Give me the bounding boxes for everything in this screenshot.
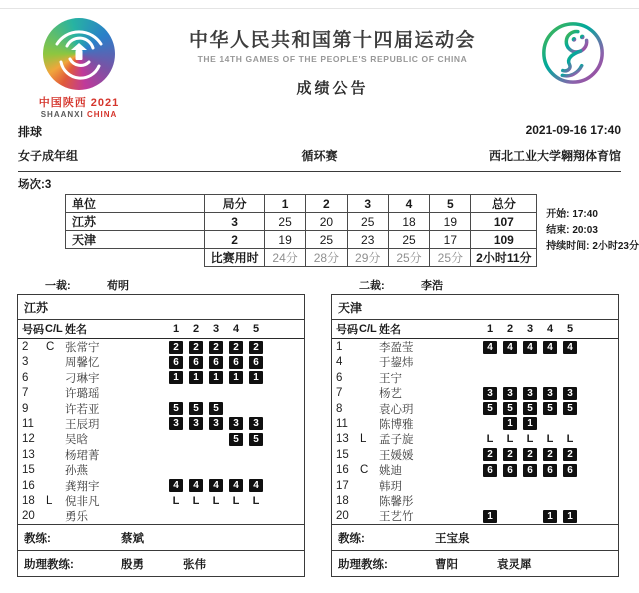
player-name: 陈博雅	[379, 418, 414, 431]
sport-label: 排球	[18, 125, 43, 139]
player-cl: L	[360, 433, 367, 446]
position-cell: L	[252, 494, 260, 507]
start-time: 开始: 17:40	[546, 209, 598, 220]
bulletin-header	[0, 0, 639, 119]
position-cell: 1	[483, 510, 497, 523]
player-name: 倪非凡	[65, 495, 100, 508]
position-cell: 4	[229, 479, 243, 492]
set-duration: 24分	[264, 249, 305, 267]
player-number: 8	[336, 402, 343, 415]
player-row	[18, 462, 304, 477]
player-row	[18, 339, 304, 354]
set-duration: 25分	[430, 249, 471, 267]
set-duration: 25分	[388, 249, 429, 267]
position-cell: 1	[229, 371, 243, 384]
coach-row	[18, 524, 304, 550]
venue-label: 西北工业大学翱翔体育馆	[488, 149, 621, 163]
coach-name: 王宝泉	[435, 532, 470, 545]
position-cell: L	[232, 494, 240, 507]
group-label: 女子成年组	[18, 149, 79, 163]
roster-team-name: 江苏	[18, 295, 304, 320]
second-referee	[331, 277, 619, 293]
second-referee-label: 二裁:	[359, 280, 385, 292]
end-time: 结束: 20:03	[546, 225, 598, 236]
assistant-label: 助理教练:	[338, 558, 388, 571]
duration-label: 比赛用时	[205, 249, 265, 267]
player-row	[18, 401, 304, 416]
set-score: 25	[306, 231, 347, 249]
col-number-header: 号码	[22, 324, 44, 336]
col-set4-header: 4	[232, 323, 240, 335]
position-cell: 2	[249, 341, 263, 354]
referees-row	[0, 277, 639, 293]
col-set1-header: 1	[172, 323, 180, 335]
position-cell: 5	[189, 402, 203, 415]
header-total: 总分	[471, 195, 537, 213]
position-cell: 3	[523, 387, 537, 400]
page-top-divider	[0, 8, 639, 9]
position-cell: 6	[563, 464, 577, 477]
position-cell: 1	[563, 510, 577, 523]
player-name: 许若亚	[65, 403, 100, 416]
player-row	[332, 508, 618, 523]
position-cell: 4	[209, 479, 223, 492]
coach-label: 教练:	[338, 532, 365, 545]
player-name: 于鋆炜	[379, 357, 414, 370]
set-score: 25	[264, 213, 305, 231]
match-number-label: 场次:3	[18, 179, 52, 191]
team-name: 江苏	[66, 213, 205, 231]
position-cell: 6	[209, 356, 223, 369]
player-number: 13	[336, 433, 349, 446]
col-set2-header: 2	[506, 323, 514, 335]
header-unit: 单位	[66, 195, 205, 213]
assistant-name: 曹阳	[435, 558, 458, 571]
position-cell: 4	[483, 341, 497, 354]
player-name: 周馨忆	[65, 357, 100, 370]
player-row	[18, 508, 304, 523]
player-name: 孙燕	[65, 465, 88, 478]
score-section	[65, 194, 639, 267]
position-cell: 6	[249, 356, 263, 369]
score-row-jiangsu	[66, 213, 537, 231]
header-set-3: 3	[347, 195, 388, 213]
player-number: 20	[22, 510, 35, 523]
assistant-name: 袁灵犀	[497, 558, 532, 571]
player-number: 17	[336, 479, 349, 492]
meta-row-event	[0, 147, 639, 164]
position-cell: 1	[169, 371, 183, 384]
player-number: 16	[336, 464, 349, 477]
col-name-header: 姓名	[65, 324, 87, 336]
position-cell: 5	[523, 402, 537, 415]
position-cell: 5	[169, 402, 183, 415]
player-number: 2	[22, 341, 29, 353]
position-cell: 1	[249, 371, 263, 384]
col-number-header: 号码	[336, 324, 358, 336]
position-cell: 3	[229, 417, 243, 430]
set-score: 19	[264, 231, 305, 249]
stage-label: 循环赛	[301, 149, 338, 163]
total-duration: 2小时11分	[471, 249, 537, 267]
position-cell: 2	[563, 448, 577, 461]
assistant-coach-row	[332, 550, 618, 576]
player-name: 王宁	[379, 372, 402, 385]
score-table	[65, 194, 537, 267]
empty-cell	[66, 249, 205, 267]
position-cell: 4	[503, 341, 517, 354]
player-row	[332, 370, 618, 385]
position-cell: 4	[249, 479, 263, 492]
position-cell: 6	[229, 356, 243, 369]
player-row	[332, 462, 618, 477]
set-score: 20	[306, 213, 347, 231]
position-cell: L	[546, 433, 554, 446]
position-cell: 6	[503, 464, 517, 477]
player-cl: L	[46, 494, 53, 507]
team-name: 天津	[66, 231, 205, 249]
col-set3-header: 3	[526, 323, 534, 335]
first-referee	[17, 277, 305, 293]
player-number: 7	[336, 387, 343, 400]
player-row	[332, 354, 618, 369]
position-cell: 2	[523, 448, 537, 461]
assistant-name: 殷勇	[121, 558, 144, 571]
roster-jiangsu	[17, 294, 305, 577]
emblem-china-label: CHINA	[86, 110, 118, 119]
position-cell: 5	[483, 402, 497, 415]
position-cell: 5	[209, 402, 223, 415]
assistant-label: 助理教练:	[24, 558, 74, 571]
header-set-4: 4	[388, 195, 429, 213]
player-number: 1	[336, 341, 343, 353]
rosters-section	[0, 294, 639, 577]
col-set4-header: 4	[546, 323, 554, 335]
set-score: 18	[388, 213, 429, 231]
player-name: 杨珺菁	[65, 449, 100, 462]
player-row	[332, 385, 618, 400]
position-cell: 6	[483, 464, 497, 477]
player-cl: C	[46, 341, 55, 353]
position-cell: 3	[563, 387, 577, 400]
set-score: 19	[430, 213, 471, 231]
position-cell: L	[566, 433, 574, 446]
players-list	[332, 339, 618, 524]
volleyball-pictogram-icon	[525, 16, 621, 88]
col-cl-header: C/L	[45, 323, 63, 335]
games-title-cn: 中华人民共和国第十四届运动会	[188, 30, 476, 51]
header-titles	[140, 16, 525, 98]
player-number: 15	[22, 464, 35, 477]
player-name: 袁心玥	[379, 403, 414, 416]
position-cell: 6	[189, 356, 203, 369]
games-emblem-icon	[43, 18, 115, 90]
set-score: 17	[430, 231, 471, 249]
sets-won: 3	[205, 213, 265, 231]
header-set-5: 5	[430, 195, 471, 213]
coach-name: 蔡斌	[121, 532, 144, 545]
player-number: 12	[22, 433, 35, 446]
player-row	[18, 493, 304, 508]
sets-won: 2	[205, 231, 265, 249]
player-row	[18, 478, 304, 493]
datetime-label: 2021-09-16 17:40	[525, 123, 621, 137]
position-cell: 2	[483, 448, 497, 461]
score-row-tianjin	[66, 231, 537, 249]
position-cell: 6	[169, 356, 183, 369]
position-cell: 4	[189, 479, 203, 492]
header-setscore: 局分	[205, 195, 265, 213]
position-cell: L	[506, 433, 514, 446]
player-row	[332, 493, 618, 508]
player-row	[332, 401, 618, 416]
player-number: 3	[22, 356, 29, 369]
position-cell: 1	[189, 371, 203, 384]
col-set5-header: 5	[566, 323, 574, 335]
player-number: 18	[336, 494, 349, 507]
player-row	[332, 478, 618, 493]
col-name-header: 姓名	[379, 324, 401, 336]
player-cl: C	[360, 464, 369, 477]
position-cell: 2	[543, 448, 557, 461]
set-duration: 29分	[347, 249, 388, 267]
position-cell: 5	[543, 402, 557, 415]
set-score: 25	[388, 231, 429, 249]
player-number: 6	[336, 371, 343, 384]
player-name: 张常宁	[65, 342, 100, 354]
position-cell: L	[486, 433, 494, 446]
position-cell: 2	[189, 341, 203, 354]
position-cell: 4	[523, 341, 537, 354]
player-row	[332, 339, 618, 354]
roster-team-name: 天津	[332, 295, 618, 320]
player-name: 王艺竹	[379, 511, 414, 524]
player-number: 9	[22, 402, 29, 415]
player-name: 杨艺	[379, 388, 402, 401]
player-number: 15	[336, 448, 349, 461]
player-name: 许璐瑶	[65, 388, 100, 401]
position-cell: 2	[169, 341, 183, 354]
player-name: 李盈莹	[379, 342, 414, 354]
player-name: 陈馨彤	[379, 495, 414, 508]
position-cell: 3	[483, 387, 497, 400]
player-name: 姚迪	[379, 465, 402, 478]
player-name: 韩玥	[379, 480, 402, 493]
player-number: 13	[22, 448, 35, 461]
player-row	[18, 354, 304, 369]
position-cell: 3	[189, 417, 203, 430]
position-cell: L	[212, 494, 220, 507]
col-set5-header: 5	[252, 323, 260, 335]
time-info-block	[546, 194, 639, 255]
player-name: 龚翔宇	[65, 480, 100, 493]
total-points: 109	[471, 231, 537, 249]
position-cell: 1	[503, 417, 517, 430]
coach-label: 教练:	[24, 532, 51, 545]
player-name: 王媛媛	[379, 449, 414, 462]
player-row	[18, 416, 304, 431]
position-cell: L	[192, 494, 200, 507]
player-number: 16	[22, 479, 35, 492]
player-row	[18, 370, 304, 385]
player-name: 吴晗	[65, 434, 88, 447]
header-set-1: 1	[264, 195, 305, 213]
coach-row	[332, 524, 618, 550]
assistant-coach-row	[18, 550, 304, 576]
set-score: 25	[347, 213, 388, 231]
duration-row	[66, 249, 537, 267]
roster-tianjin	[331, 294, 619, 577]
position-cell: 1	[543, 510, 557, 523]
emblem-shaanxi-label: SHAANXI	[40, 110, 84, 119]
bulletin-title: 成绩公告	[296, 80, 369, 97]
player-number: 6	[22, 371, 29, 384]
second-referee-name: 李浩	[421, 280, 443, 292]
roster-header-row	[18, 320, 304, 339]
position-cell: 1	[209, 371, 223, 384]
position-cell: 5	[229, 433, 243, 446]
player-name: 王辰玥	[65, 418, 100, 431]
player-row	[332, 416, 618, 431]
position-cell: 6	[523, 464, 537, 477]
set-duration: 28分	[306, 249, 347, 267]
position-cell: 4	[563, 341, 577, 354]
position-cell: 4	[543, 341, 557, 354]
meta-row-sport	[0, 123, 639, 140]
roster-header-row	[332, 320, 618, 339]
player-number: 11	[22, 417, 34, 430]
player-number: 11	[336, 417, 348, 430]
position-cell: 3	[503, 387, 517, 400]
position-cell: 3	[169, 417, 183, 430]
position-cell: 5	[249, 433, 263, 446]
player-number: 7	[22, 387, 29, 400]
position-cell: 2	[209, 341, 223, 354]
position-cell: 1	[523, 417, 537, 430]
set-score: 23	[347, 231, 388, 249]
first-referee-label: 一裁:	[45, 280, 71, 292]
player-number: 4	[336, 356, 343, 369]
position-cell: 3	[249, 417, 263, 430]
position-cell: 3	[209, 417, 223, 430]
position-cell: 5	[563, 402, 577, 415]
player-row	[18, 385, 304, 400]
position-cell: 4	[169, 479, 183, 492]
player-name: 勇乐	[65, 511, 88, 524]
col-set2-header: 2	[192, 323, 200, 335]
position-cell: L	[526, 433, 534, 446]
players-list	[18, 339, 304, 524]
player-number: 20	[336, 510, 349, 523]
player-number: 18	[22, 494, 35, 507]
col-set3-header: 3	[212, 323, 220, 335]
header-set-2: 2	[306, 195, 347, 213]
position-cell: 3	[543, 387, 557, 400]
player-row	[332, 431, 618, 446]
position-cell: 2	[503, 448, 517, 461]
position-cell: L	[172, 494, 180, 507]
first-referee-name: 荀明	[107, 280, 129, 292]
emblem-text-en	[18, 110, 140, 119]
emblem-text-cn: 中国陕西 2021	[38, 97, 120, 109]
player-row	[18, 447, 304, 462]
total-points: 107	[471, 213, 537, 231]
games-emblem-logo	[18, 16, 140, 119]
player-row	[332, 447, 618, 462]
position-cell: 6	[543, 464, 557, 477]
score-header-row	[66, 195, 537, 213]
player-row	[18, 431, 304, 446]
assistant-name: 张伟	[183, 558, 206, 571]
player-name: 孟子旋	[379, 434, 414, 447]
player-name: 刁琳宇	[65, 372, 100, 385]
col-set1-header: 1	[486, 323, 494, 335]
position-cell: 2	[229, 341, 243, 354]
elapsed-time: 持续时间: 2小时23分	[546, 241, 639, 252]
position-cell: 5	[503, 402, 517, 415]
col-cl-header: C/L	[359, 323, 377, 335]
games-title-en: THE 14TH GAMES OF THE PEOPLE'S REPUBLIC OF CHINA	[197, 54, 468, 64]
